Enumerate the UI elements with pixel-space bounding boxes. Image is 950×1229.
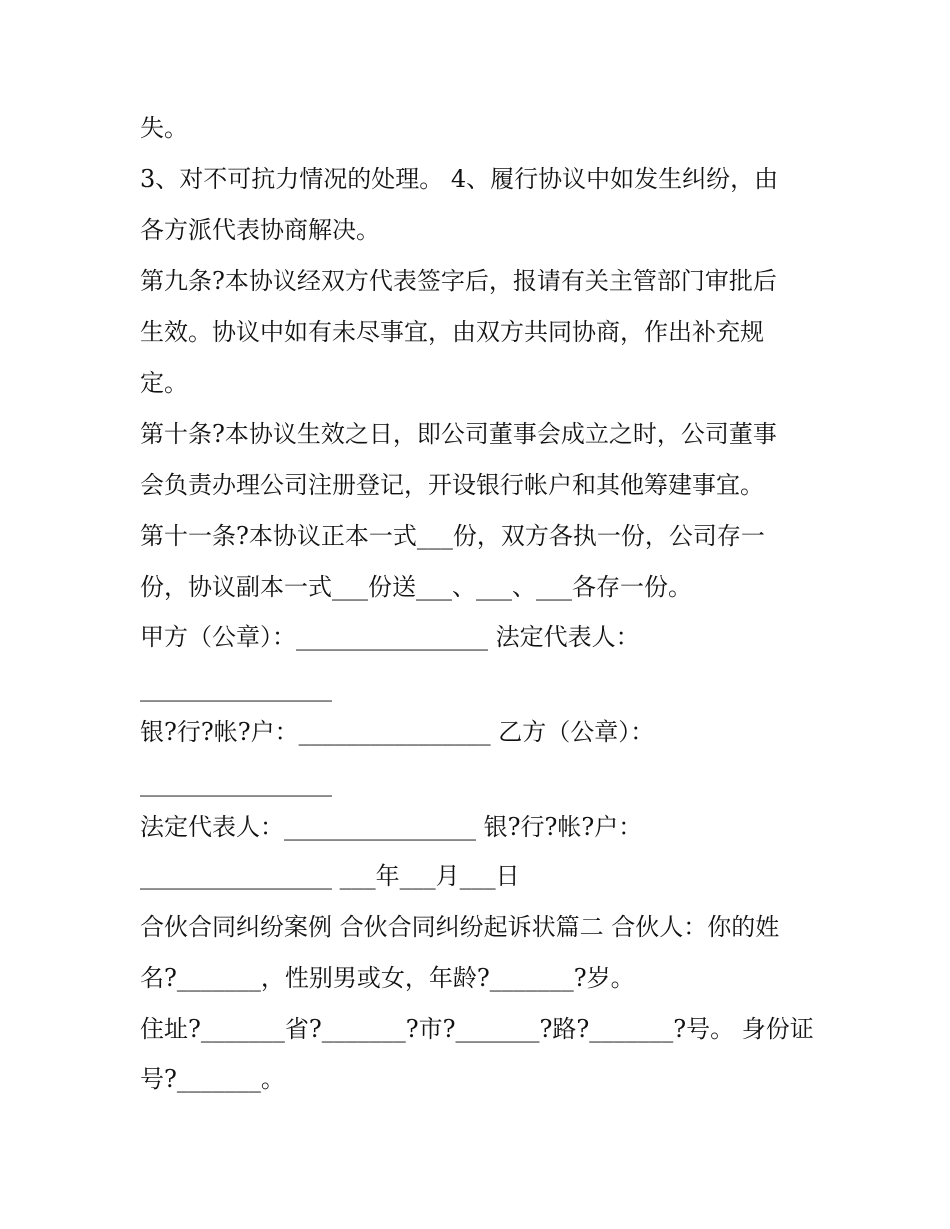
text-line: 第九条?本协议经双方代表签字后，报请有关主管部门审批后 [140, 267, 777, 295]
text-line: 会负责办理公司注册登记，开设银行帐户和其他筹建事宜。 [140, 471, 764, 499]
text-line: 名?_______，性别男或女，年龄?_______?岁。 [140, 964, 635, 992]
bank-account-line: 银?行?帐?户：________________ 乙方（公章）： [140, 718, 655, 746]
address-line: 住址?_______省?_______?市?_______?路?_______?号。 身份证 [140, 1015, 814, 1043]
text-line: 3、对不可抗力情况的处理。 4、履行协议中如发生纠纷，由 [140, 165, 779, 193]
blank-line: ________________ [140, 769, 332, 797]
legal-rep-line: 法定代表人：________________ 银?行?帐?户： [140, 813, 643, 841]
blank-line: ________________ [140, 674, 332, 702]
text-line: 失。 [140, 114, 188, 142]
text-line: 生效。协议中如有未尽事宜，由双方共同协商，作出补充规 [140, 318, 764, 346]
id-number-line: 号?_______。 [140, 1065, 285, 1093]
text-line: 第十条?本协议生效之日，即公司董事会成立之时，公司董事 [140, 420, 777, 448]
date-line: ________________ ___年___月___日 [140, 862, 520, 890]
text-line: 份，协议副本一式___份送___、___、___各存一份。 [140, 573, 692, 601]
text-line: 第十一条?本协议正本一式___份，双方各执一份，公司存一 [140, 522, 765, 550]
text-line: 合伙合同纠纷案例 合伙合同纠纷起诉状篇二 合伙人：你的姓 [140, 913, 780, 941]
party-a-line: 甲方（公章）：________________ 法定代表人： [140, 623, 640, 651]
text-line: 定。 [140, 369, 188, 397]
text-line: 各方派代表协商解决。 [140, 216, 380, 244]
